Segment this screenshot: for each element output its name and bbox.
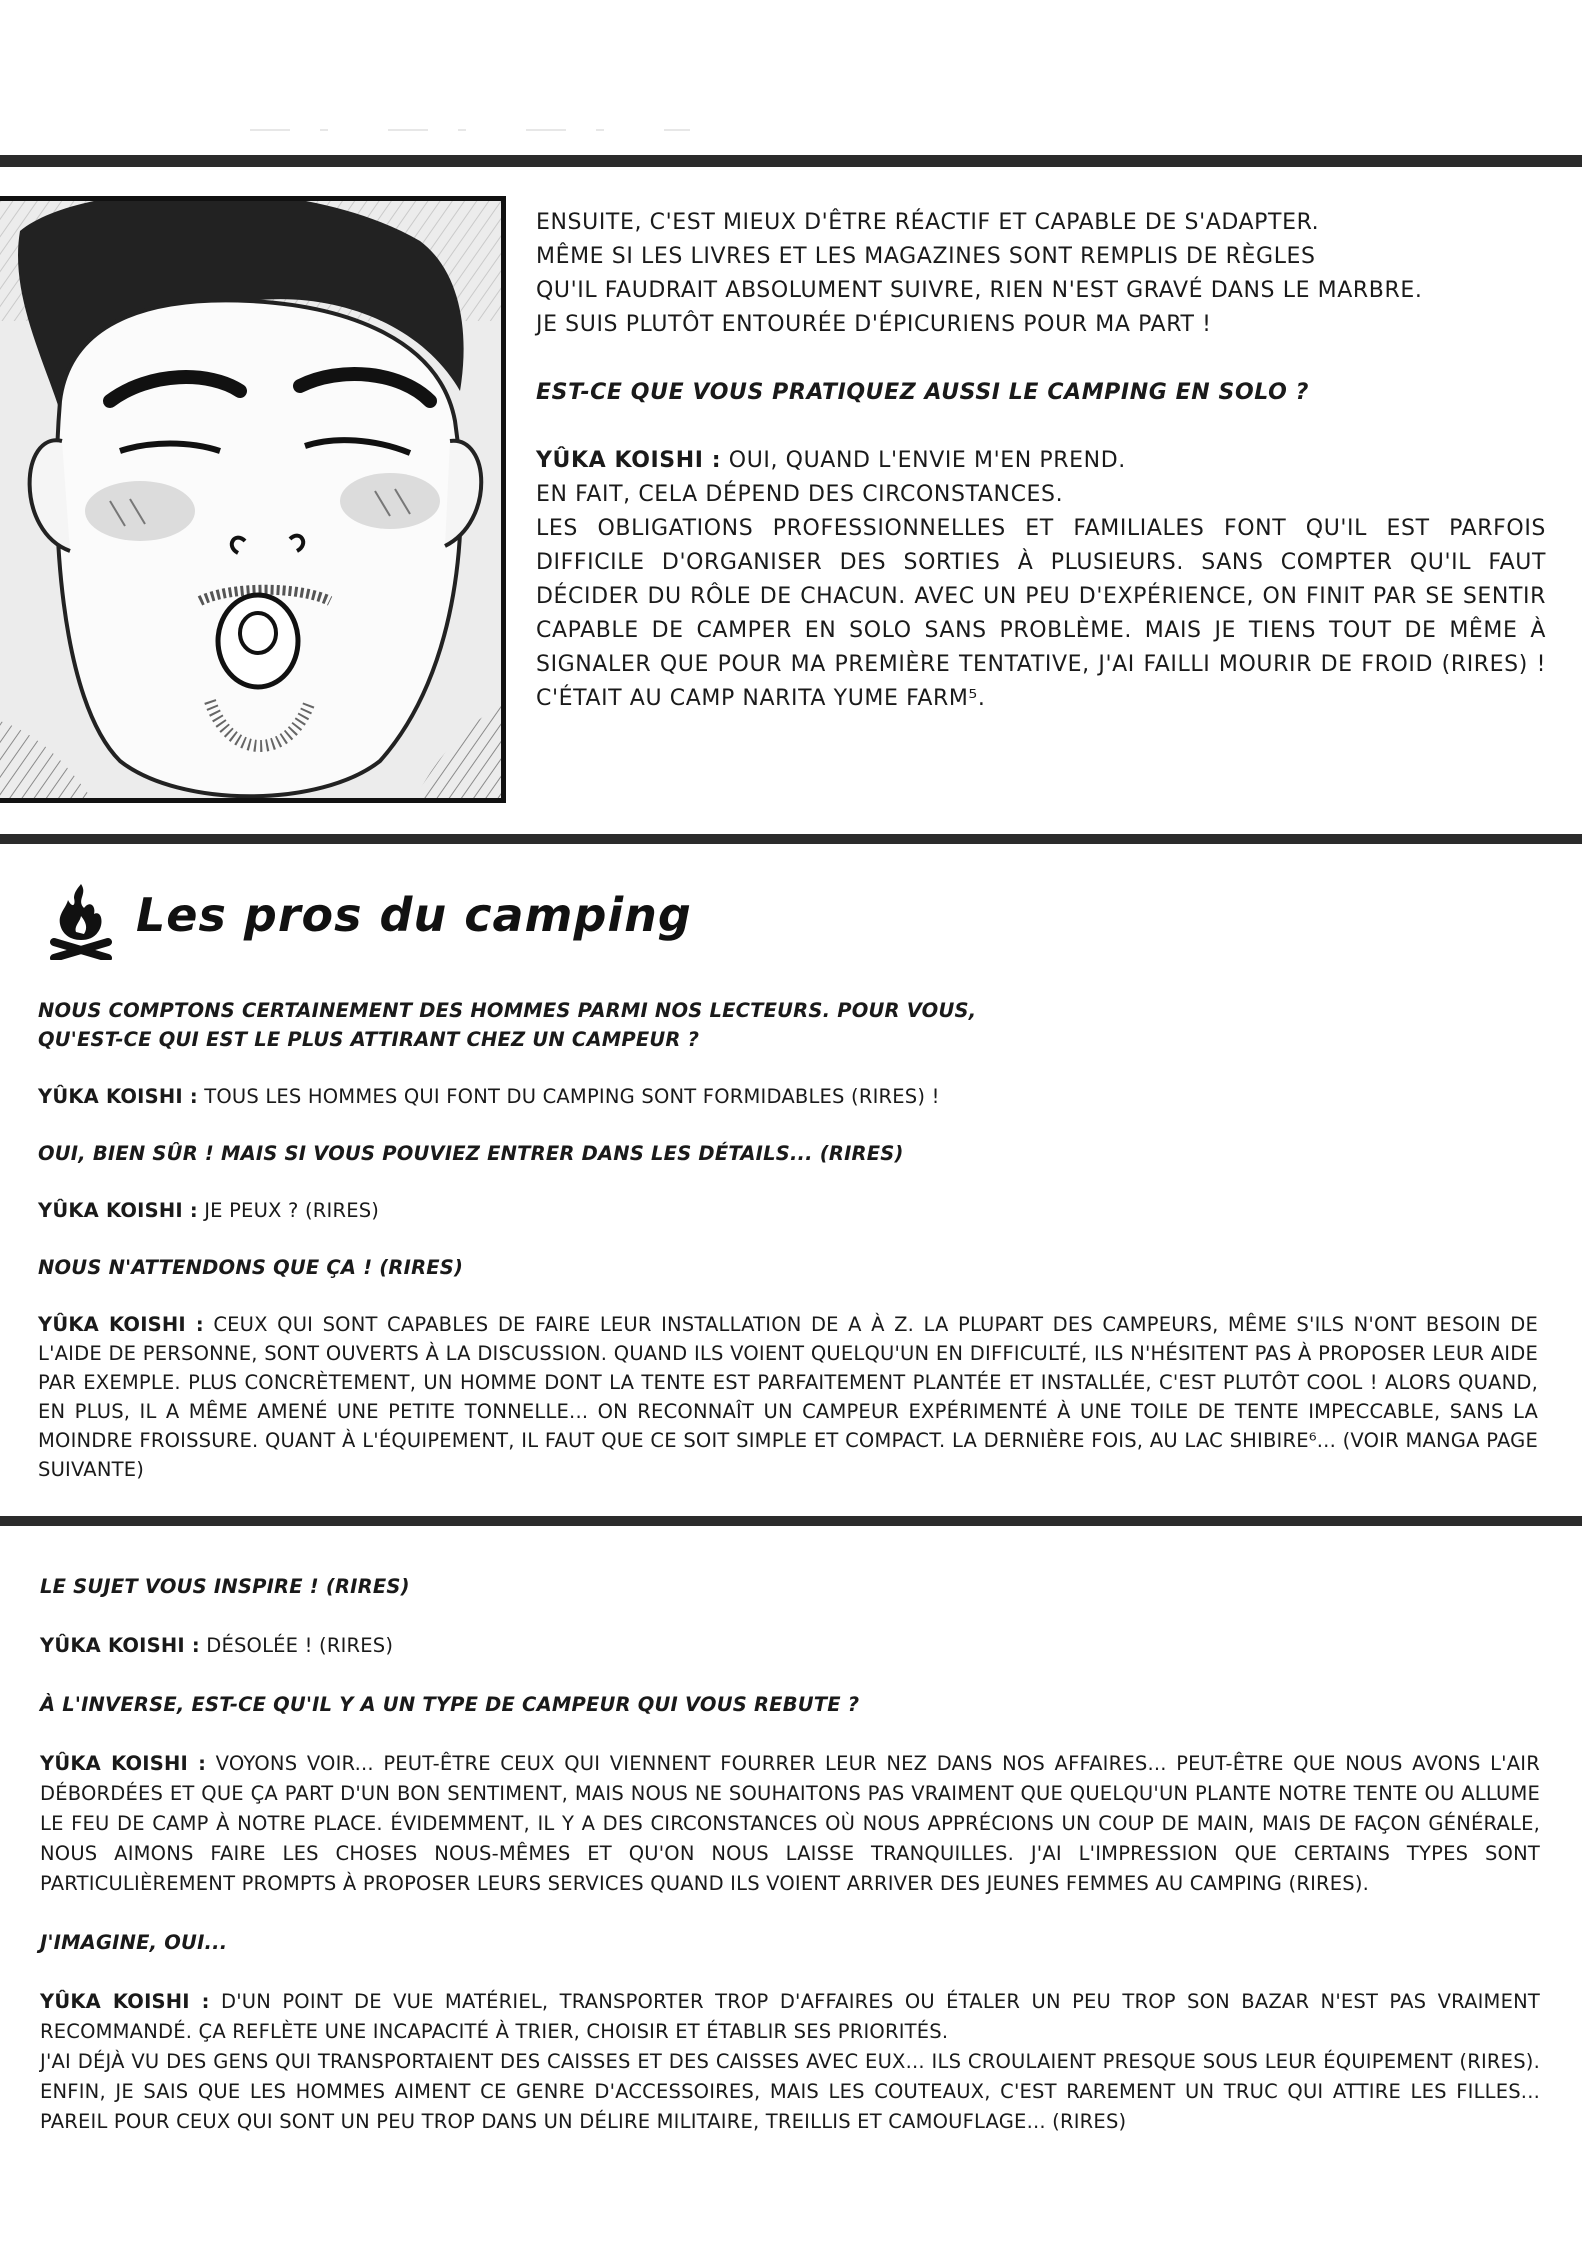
answer-installation: YÛKA KOISHI : CEUX QUI SONT CAPABLES DE FAIRE LEUR INSTALLATION DE A À Z. LA PLUPART DES CAMPEURS, MÊME S'ILS N'ONT BESOIN DE L'AIDE DE PERSONNE, SONT OUVERTS À LA DISCUSSION. QUAND ILS VOIENT QUELQU'UN EN DIFFICULTÉ, ILS N'HÉSITENT PAS À PROPOSER LEUR AIDE PAR EXEMPLE. PLUS CONCRÈTEMENT, UN HOMME DONT LA TENTE EST PARFAITEMENT PLANTÉE ET INSTALLÉE, C'EST PLUTÔT COOL ! ALORS QUAND, EN PLUS, IL A MÊME AMENÉ UNE PETITE TONNELLE... ON RECONNAÎT UN CAMPEUR EXPÉRIMENTÉ À UNE TOILE DE TENTE IMPECCABLE, SANS LA MOINDRE FROISSURE. QUANT À L'ÉQUIPEMENT, IL FAUT QUE CE SOIT SIMPLE ET COMPACT. LA DERNIÈRE FOIS, AU LAC SHIBIRE⁶... (VOIR MANGA PAGE SUIVANTE) bbox=[38, 1313, 1538, 1481]
section-title: Les pros du camping bbox=[136, 888, 692, 942]
question-attractive-camper: NOUS COMPTONS CERTAINEMENT DES HOMMES PARMI NOS LECTEURS. POUR VOUS, QU'EST-CE QUI EST LE PLUS ATTIRANT CHEZ UN CAMPEUR ? bbox=[38, 999, 977, 1051]
speaker-name: YÛKA KOISHI : bbox=[536, 448, 722, 473]
question-imagine: J'IMAGINE, OUI... bbox=[40, 1931, 228, 1954]
question-details: OUI, BIEN SÛR ! MAIS SI VOUS POUVIEZ ENTRER DANS LES DÉTAILS... (RIRES) bbox=[38, 1142, 904, 1165]
question-inspired: LE SUJET VOUS INSPIRE ! (RIRES) bbox=[40, 1575, 410, 1598]
answer-formidable: YÛKA KOISHI : TOUS LES HOMMES QUI FONT DU CAMPING SONT FORMIDABLES (RIRES) ! bbox=[38, 1085, 940, 1108]
speaker-name: YÛKA KOISHI : bbox=[38, 1199, 198, 1222]
question-waiting: NOUS N'ATTENDONS QUE ÇA ! (RIRES) bbox=[38, 1256, 464, 1279]
answer-sorry: YÛKA KOISHI : DÉSOLÉE ! (RIRES) bbox=[40, 1634, 394, 1657]
scan-artifact bbox=[250, 124, 690, 136]
character-face-drawing bbox=[0, 201, 506, 803]
answer-paragraph-adaptability: ENSUITE, C'EST MIEUX D'ÊTRE RÉACTIF ET CAPABLE DE S'ADAPTER. MÊME SI LES LIVRES ET LES MAGAZINES SONT REMPLIS DE RÈGLES QU'IL FAUDRAIT ABSOLUMENT SUIVRE, RIEN N'EST GRAVÉ DANS LE MARBRE. JE SUIS PLUTÔT ENTOURÉE D'ÉPICURIENS POUR MA PART ! bbox=[536, 210, 1423, 337]
question-repulsive-camper: À L'INVERSE, EST-CE QU'IL Y A UN TYPE DE CAMPEUR QUI VOUS REBUTE ? bbox=[40, 1693, 860, 1716]
top-divider bbox=[0, 155, 1582, 167]
question-solo-camping: EST-CE QUE VOUS PRATIQUEZ AUSSI LE CAMPING EN SOLO ? bbox=[536, 380, 1310, 405]
answer-nosy-campers: YÛKA KOISHI : VOYONS VOIR... PEUT-ÊTRE CEUX QUI VIENNENT FOURRER LEUR NEZ DANS NOS AFFAIRES... PEUT-ÊTRE QUE NOUS AVONS L'AIR DÉBORDÉES ET QUE ÇA PART D'UN BON SENTIMENT, MAIS NOUS NE SOUHAITONS PAS VRAIMENT QUE QUELQU'UN PLANTE NOTRE TENTE OU ALLUME LE FEU DE CAMP À NOTRE PLACE. ÉVIDEMMENT, IL Y A DES CIRCONSTANCES OÙ NOUS APPRÉCIONS UN COUP DE MAIN, MAIS DE FAÇON GÉNÉRALE, NOUS AIMONS FAIRE LES CHOSES NOUS-MÊMES ET QU'ON NOUS LAISSE TRANQUILLES. J'AI L'IMPRESSION QUE CERTAINS TYPES SONT PARTICULIÈREMENT PROMPTS À PROPOSER LEURS SERVICES QUAND ILS VOIENT ARRIVER DES JEUNES FEMMES AU CAMPING (RIRES). bbox=[40, 1752, 1540, 1895]
campfire-icon bbox=[46, 880, 116, 960]
lower-divider bbox=[0, 1516, 1582, 1526]
answer-equipment: YÛKA KOISHI : D'UN POINT DE VUE MATÉRIEL, TRANSPORTER TROP D'AFFAIRES OU ÉTALER UN PEU TROP SON BAZAR N'EST PAS VRAIMENT RECOMMANDÉ. ÇA REFLÈTE UNE INCAPACITÉ À TRIER, CHOISIR ET ÉTABLIR SES PRIORITÉS. J'AI DÉJÀ VU DES GENS QUI TRANSPORTAIENT DES CAISSES ET DES CAISSES AVEC EUX... ILS CROULAIENT PRESQUE SOUS LEUR ÉQUIPEMENT (RIRES). ENFIN, JE SAIS QUE LES HOMMES AIMENT CE GENRE D'ACCESSOIRES, MAIS LES COUTEAUX, C'EST RAREMENT UN TRUC QUI ATTIRE LES FILLES... PAREIL POUR CEUX QUI SONT UN PEU TROP DANS UN DÉLIRE MILITAIRE, TREILLIS ET CAMOUFLAGE... (RIRES) bbox=[40, 1990, 1541, 2133]
speaker-name: YÛKA KOISHI : bbox=[38, 1313, 204, 1336]
speaker-name: YÛKA KOISHI : bbox=[40, 1752, 207, 1775]
speaker-name: YÛKA KOISHI : bbox=[40, 1990, 210, 2013]
speaker-name: YÛKA KOISHI : bbox=[38, 1085, 198, 1108]
speaker-name: YÛKA KOISHI : bbox=[40, 1634, 200, 1657]
answer-je-peux: YÛKA KOISHI : JE PEUX ? (RIRES) bbox=[38, 1199, 380, 1222]
manga-panel-illustration bbox=[0, 196, 506, 803]
middle-divider bbox=[0, 834, 1582, 844]
middle-interview-text bbox=[38, 996, 1538, 1512]
top-interview-text bbox=[536, 206, 1546, 750]
bottom-interview-text bbox=[40, 1572, 1540, 2166]
answer-solo-camping: YÛKA KOISHI : OUI, QUAND L'ENVIE M'EN PREND. EN FAIT, CELA DÉPEND DES CIRCONSTANCES. LES OBLIGATIONS PROFESSIONNELLES ET FAMILIALES FONT QU'IL EST PARFOIS DIFFICILE D'ORGANISER DES SORTIES À PLUSIEURS. SANS COMPTER QU'IL FAUT DÉCIDER DU RÔLE DE CHACUN. AVEC UN PEU D'EXPÉRIENCE, ON FINIT PAR SE SENTIR CAPABLE DE CAMPER EN SOLO SANS PROBLÈME. MAIS JE TIENS TOUT DE MÊME À SIGNALER QUE POUR MA PREMIÈRE TENTATIVE, J'AI FAILLI MOURIR DE FROID (RIRES) ! C'ÉTAIT AU CAMP NARITA YUME FARM⁵. bbox=[536, 448, 1546, 711]
